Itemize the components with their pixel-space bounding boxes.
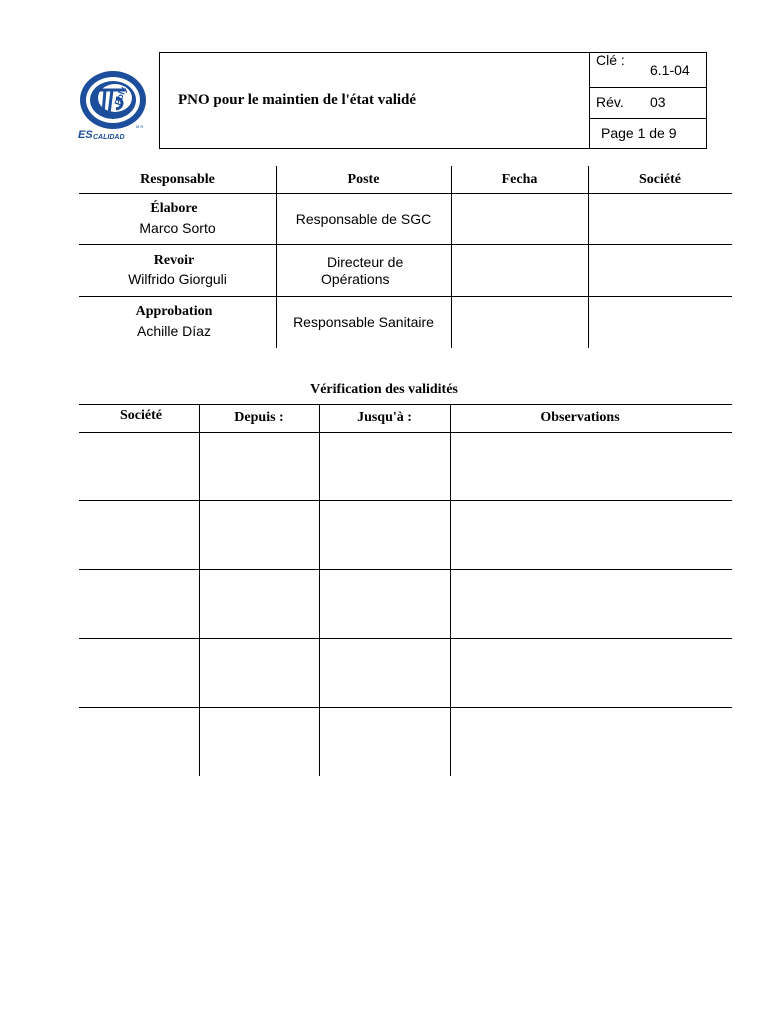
approvals-table xyxy=(79,166,732,348)
cle-label: Clé : xyxy=(596,52,625,68)
role-approbation: Approbation xyxy=(135,304,213,319)
poste-revoir-line1: Directeur de xyxy=(327,254,404,270)
validity-header-jusqua: Jusqu'à : xyxy=(357,410,412,425)
logo-mr: M.R. xyxy=(136,124,145,129)
name-approbation: Achille Díaz xyxy=(137,323,211,339)
logo-mark: Poly xyxy=(112,85,129,107)
name-revoir: Wilfrido Giorguli xyxy=(128,271,227,287)
company-logo xyxy=(76,68,152,144)
logo-es: ES xyxy=(78,129,93,141)
role-elabore: Élabore xyxy=(150,201,198,216)
rev-value: 03 xyxy=(650,94,666,110)
role-revoir: Revoir xyxy=(153,253,195,268)
logo-calidad: CALIDAD xyxy=(93,134,125,141)
validity-header-depuis: Depuis : xyxy=(234,410,284,425)
name-elabore: Marco Sorto xyxy=(139,220,216,236)
validity-title: Vérification des validités xyxy=(310,382,458,397)
validity-header-societe: Société xyxy=(120,408,162,423)
rev-label: Rév. xyxy=(596,94,624,110)
header-societe: Société xyxy=(639,172,681,187)
cle-value: 6.1-04 xyxy=(650,62,690,78)
header-poste: Poste xyxy=(347,172,380,187)
poste-revoir-line2: Opérations xyxy=(321,271,390,287)
poste-approbation: Responsable Sanitaire xyxy=(293,314,434,330)
page-indicator: Page 1 de 9 xyxy=(601,125,677,141)
document-header xyxy=(159,52,707,149)
poste-elabore: Responsable de SGC xyxy=(295,211,432,227)
document-title: PNO pour le maintien de l'état validé xyxy=(178,92,417,108)
header-fecha: Fecha xyxy=(501,172,538,187)
validity-table xyxy=(79,404,732,776)
validity-header-observations: Observations xyxy=(540,410,620,425)
header-responsable: Responsable xyxy=(140,172,215,187)
